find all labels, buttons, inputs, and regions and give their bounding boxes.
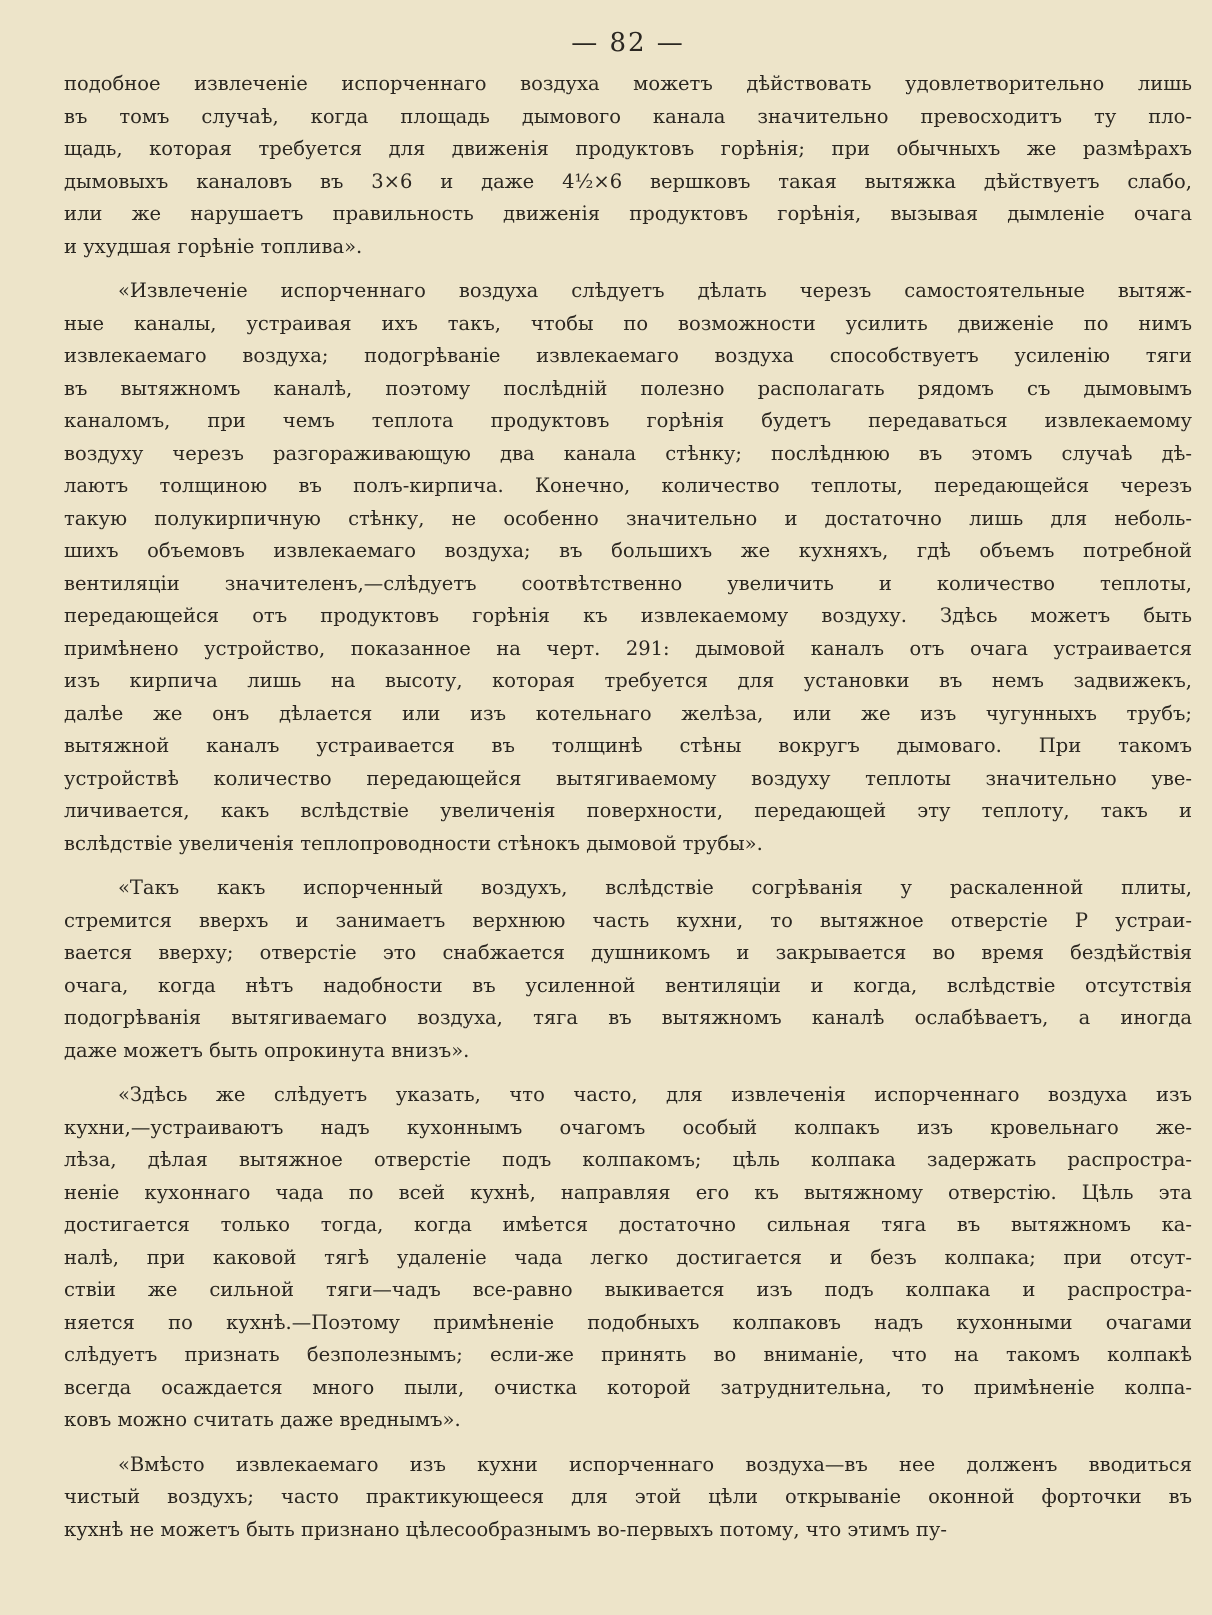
text-line: чистый воздухъ; часто практикующееся для этой цѣли открываніе оконной форточки въ (64, 1485, 1192, 1508)
text-line: даже можетъ быть опрокинута внизъ». (64, 1038, 470, 1062)
text-line: примѣнено устройство, показанное на черт. 291: дымовой каналъ отъ очага устраивается (64, 636, 1192, 660)
text-line: кухнѣ не можетъ быть признано цѣлесообразнымъ во-первыхъ потому, что этимъ пу- (64, 1517, 947, 1541)
text-line: извлекаемаго воздуха; подогрѣваніе извлекаемаго воздуха способствуетъ усиленію тяги (64, 344, 1192, 367)
body-text (64, 68, 1192, 1546)
text-line: вытяжной каналъ устраивается въ толщинѣ стѣны вокругъ дымоваго. При такомъ (64, 734, 1192, 757)
paragraph (64, 872, 1192, 1067)
text-line: налѣ, при каковой тягѣ удаленіе чада легко достигается и безъ колпака; при отсут- (64, 1245, 1192, 1269)
text-line: ковъ можно считать даже вреднымъ». (64, 1408, 461, 1431)
text-line: всегда осаждается много пыли, очистка которой затруднительна, то примѣненіе колпа- (64, 1375, 1192, 1399)
page-number: — 82 — (571, 28, 685, 58)
text-line: достигается только тогда, когда имѣется достаточно сильная тяга въ вытяжномъ ка- (64, 1213, 1192, 1236)
text-line: воздуху черезъ разгораживающую два канала стѣнку; послѣднюю въ этомъ случаѣ дѣ- (64, 441, 1192, 465)
text-line: «Вмѣсто извлекаемаго изъ кухни испорченнаго воздуха—въ нее долженъ вводиться (118, 1452, 1192, 1476)
text-line: или же нарушаетъ правильность движенія продуктовъ горѣнія, вызывая дымленіе очага (64, 202, 1192, 225)
text-line: «Извлеченіе испорченнаго воздуха слѣдуетъ дѣлать черезъ самостоятельные вытяж- (118, 279, 1192, 302)
text-line: очага, когда нѣтъ надобности въ усиленной вентиляціи и когда, вслѣдствіе отсутствія (64, 973, 1192, 997)
text-line: далѣе же онъ дѣлается или изъ котельнаго желѣза, или же изъ чугунныхъ трубъ; (64, 701, 1192, 725)
text-line: лѣза, дѣлая вытяжное отверстіе подъ колпакомъ; цѣль колпака задержать распростра- (64, 1148, 1192, 1171)
text-line: въ томъ случаѣ, когда площадь дымового канала значительно превосходитъ ту пло- (64, 104, 1192, 128)
text-line: такую полукирпичную стѣнку, не особенно значительно и достаточно лишь для неболь- (64, 506, 1192, 530)
text-line: ные каналы, устраивая ихъ такъ, чтобы по возможности усилить движеніе по нимъ (64, 311, 1192, 335)
text-line: неніе кухоннаго чада по всей кухнѣ, направляя его къ вытяжному отверстію. Цѣль эта (64, 1180, 1192, 1204)
text-line: вслѣдствіе увеличенія теплопроводности стѣнокъ дымовой трубы». (64, 831, 763, 855)
text-line: щадь, которая требуется для движенія продуктовъ горѣнія; при обычныхъ же размѣрахъ (64, 137, 1192, 160)
text-line: слѣдуетъ признать безполезнымъ; если-же принять во вниманіе, что на такомъ колпакѣ (64, 1343, 1192, 1366)
text-line: подобное извлеченіе испорченнаго воздуха можетъ дѣйствовать удовлетворительно лишь (64, 72, 1192, 95)
paragraph (64, 68, 1192, 263)
paragraph (64, 275, 1192, 860)
text-line: подогрѣванія вытягиваемаго воздуха, тяга въ вытяжномъ каналѣ ослабѣваетъ, а иногда (64, 1006, 1192, 1029)
text-line: дымовыхъ каналовъ въ 3×6 и даже 4½×6 вершковъ такая вытяжка дѣйствуетъ слабо, (64, 169, 1192, 193)
text-line: каналомъ, при чемъ теплота продуктовъ горѣнія будетъ передаваться извлекаемому (64, 409, 1192, 432)
text-line: няется по кухнѣ.—Поэтому примѣненіе подобныхъ колпаковъ надъ кухонными очагами (64, 1310, 1192, 1334)
paragraph (64, 1449, 1192, 1547)
text-line: ствіи же сильной тяги—чадъ все-равно выкивается изъ подъ колпака и распростра- (64, 1278, 1192, 1301)
text-line: изъ кирпича лишь на высоту, которая требуется для установки въ немъ задвижекъ, (64, 669, 1192, 692)
text-line: кухни,—устраиваютъ надъ кухоннымъ очагомъ особый колпакъ изъ кровельнаго же- (64, 1115, 1192, 1139)
text-line: въ вытяжномъ каналѣ, поэтому послѣдній полезно располагать рядомъ съ дымовымъ (64, 376, 1192, 400)
text-line: «Такъ какъ испорченный воздухъ, вслѣдствіе согрѣванія у раскаленной плиты, (118, 876, 1192, 899)
paragraph (64, 1079, 1192, 1437)
text-line: личивается, какъ вслѣдствіе увеличенія поверхности, передающей эту теплоту, такъ и (64, 799, 1192, 822)
text-line: шихъ объемовъ извлекаемаго воздуха; въ большихъ же кухняхъ, гдѣ объемъ потребной (64, 539, 1192, 562)
text-line: устройствѣ количество передающейся вытягиваемому воздуху теплоты значительно уве- (64, 766, 1192, 790)
text-line: вентиляціи значителенъ,—слѣдуетъ соотвѣтственно увеличить и количество теплоты, (64, 571, 1192, 595)
text-line: вается вверху; отверстіе это снабжается душникомъ и закрывается во время бездѣйствія (64, 941, 1192, 964)
text-line: и ухудшая горѣніе топлива». (64, 234, 363, 258)
text-line: «Здѣсь же слѣдуетъ указать, что часто, для извлеченія испорченнаго воздуха изъ (118, 1083, 1192, 1106)
text-line: передающейся отъ продуктовъ горѣнія къ извлекаемому воздуху. Здѣсь можетъ быть (64, 604, 1192, 627)
text-line: лаютъ толщиною въ полъ-кирпича. Конечно, количество теплоты, передающейся черезъ (64, 474, 1192, 497)
text-line: стремится вверхъ и занимаетъ верхнюю часть кухни, то вытяжное отверстіе Р устраи- (64, 908, 1192, 932)
